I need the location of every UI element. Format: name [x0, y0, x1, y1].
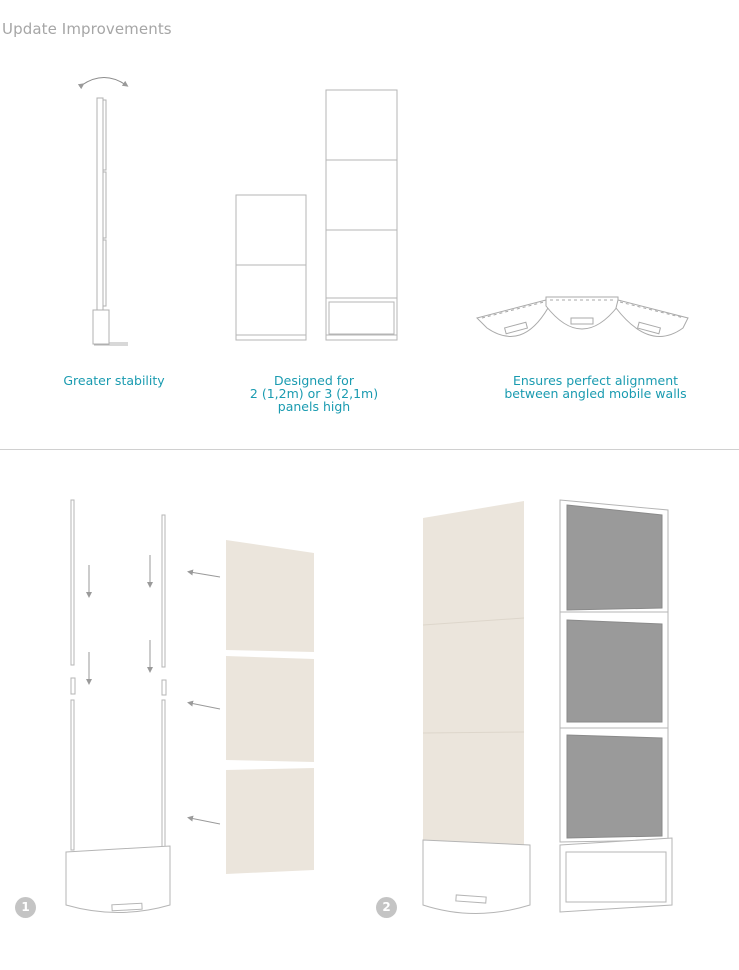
- panel-height-illustration: [236, 90, 397, 340]
- left-arrow-icon: [190, 572, 220, 824]
- page-title: Update Improvements: [2, 20, 172, 38]
- step2-front: [423, 501, 530, 914]
- section-divider: [0, 449, 739, 450]
- feature-caption-stability: Greater stability: [63, 373, 165, 388]
- step-badge-1: 1: [15, 897, 36, 918]
- down-arrow-icon: [89, 555, 150, 682]
- rotate-arrow-icon: [82, 78, 126, 86]
- step-badge-2: 2: [376, 897, 397, 918]
- feature-caption-panel-height: Designed for 2 (1,2m) or 3 (2,1m) panels high: [249, 373, 379, 414]
- step1-illustration: [66, 500, 220, 913]
- fabric-panels: [226, 540, 314, 874]
- alignment-illustration: [477, 297, 688, 336]
- feature-caption-alignment: Ensures perfect alignment between angled mobile walls: [504, 373, 687, 401]
- stability-illustration: [82, 78, 128, 346]
- step2-back: [560, 500, 672, 912]
